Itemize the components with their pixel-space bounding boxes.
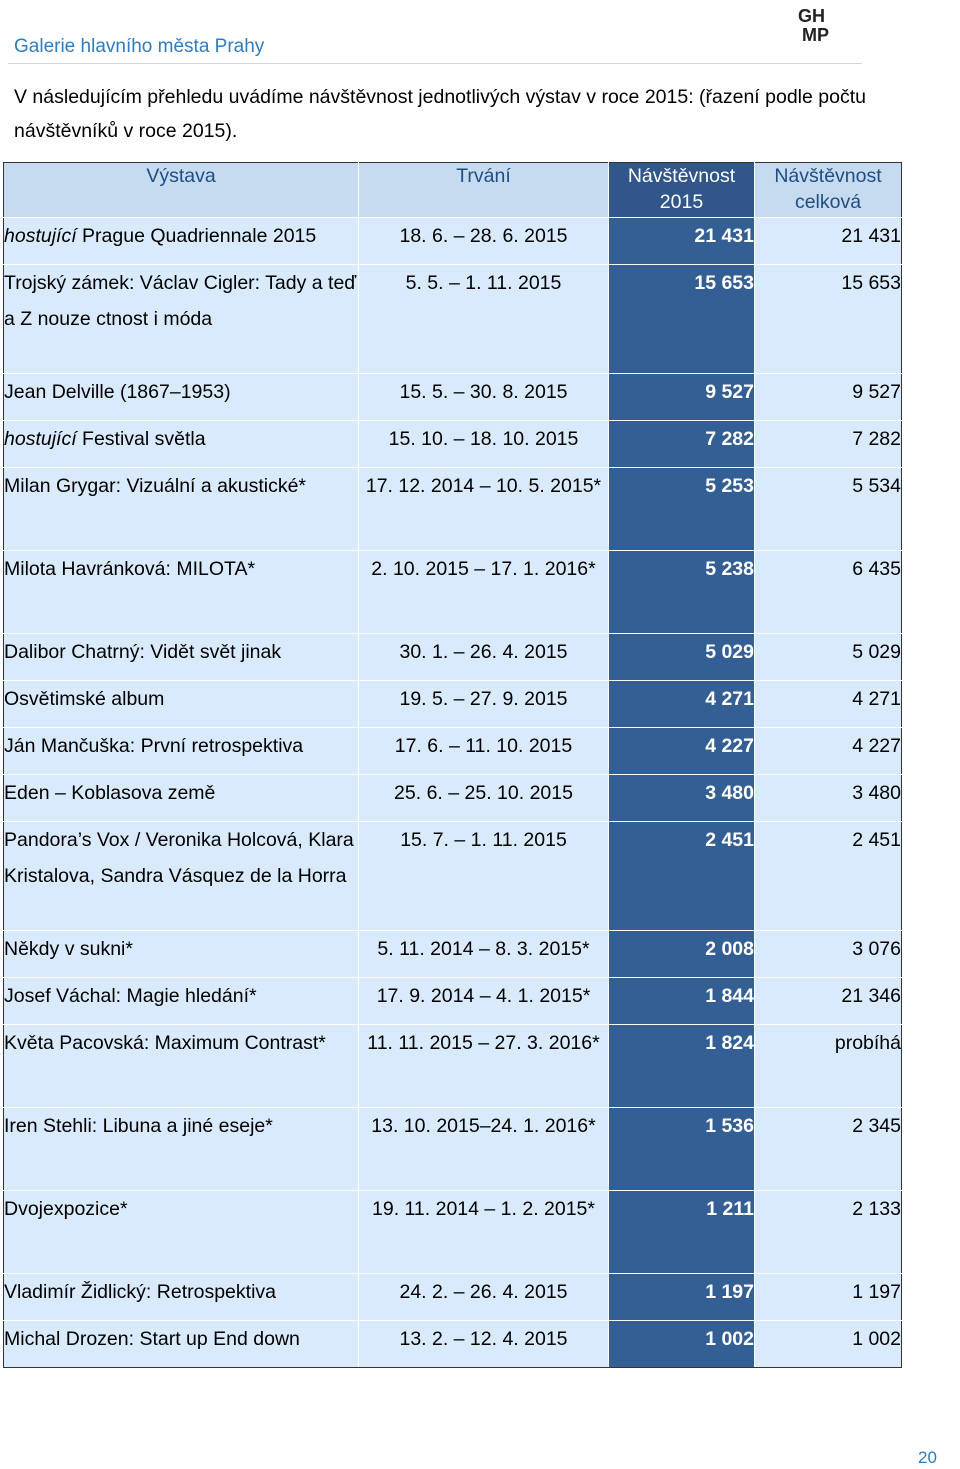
exhibition-name: Prague Quadriennale 2015 <box>82 225 317 247</box>
header-title: Galerie hlavního města Prahy <box>14 36 265 57</box>
exhibition-name: Dalibor Chatrný: Vidět svět jinak <box>4 641 282 663</box>
attendance-2015-cell: 3 480 <box>609 775 755 822</box>
duration-cell: 15. 5. – 30. 8. 2015 <box>359 374 609 421</box>
exhibition-cell <box>4 728 359 775</box>
exhibition-name: Eden – Koblasova země <box>4 782 216 804</box>
exhibition-cell <box>4 978 359 1025</box>
table-header-row <box>4 163 902 218</box>
table-row <box>4 1108 902 1191</box>
table-row <box>4 551 902 634</box>
host-prefix: hostující <box>4 428 77 450</box>
attendance-2015-cell: 1 211 <box>609 1191 755 1274</box>
exhibition-cell <box>4 1108 359 1191</box>
table-row <box>4 634 902 681</box>
attendance-total-cell: probíhá <box>755 1025 902 1108</box>
attendance-total-cell: 7 282 <box>755 421 902 468</box>
attendance-2015-cell: 5 238 <box>609 551 755 634</box>
duration-cell: 17. 6. – 11. 10. 2015 <box>359 728 609 775</box>
exhibition-cell <box>4 931 359 978</box>
host-prefix: hostující <box>4 225 77 247</box>
duration-cell: 19. 5. – 27. 9. 2015 <box>359 681 609 728</box>
intro-paragraph: V následujícím přehledu uvádíme návštěvnost jednotlivých výstav v roce 2015: (řazení podle počtu návštěvníků v roce 2015). <box>14 86 866 142</box>
exhibition-name: Dvojexpozice* <box>4 1198 128 1220</box>
column-header-exhibition: Výstava <box>4 163 359 218</box>
attendance-total-cell: 2 451 <box>755 822 902 931</box>
attendance-2015-cell: 4 271 <box>609 681 755 728</box>
exhibition-cell <box>4 681 359 728</box>
duration-cell: 25. 6. – 25. 10. 2015 <box>359 775 609 822</box>
column-header-attendance-2015: Návštěvnost 2015 <box>609 163 755 218</box>
table-row <box>4 681 902 728</box>
attendance-total-cell: 1 197 <box>755 1274 902 1321</box>
attendance-2015-cell: 4 227 <box>609 728 755 775</box>
attendance-2015-cell: 1 844 <box>609 978 755 1025</box>
exhibition-name: Festival světla <box>82 428 206 450</box>
attendance-2015-cell: 1 002 <box>609 1321 755 1368</box>
table-row <box>4 374 902 421</box>
attendance-2015-cell: 5 029 <box>609 634 755 681</box>
duration-cell: 19. 11. 2014 – 1. 2. 2015* <box>359 1191 609 1274</box>
exhibition-cell <box>4 634 359 681</box>
attendance-2015-cell: 15 653 <box>609 265 755 374</box>
exhibition-cell <box>4 1191 359 1274</box>
attendance-total-cell: 2 133 <box>755 1191 902 1274</box>
attendance-total-cell: 15 653 <box>755 265 902 374</box>
duration-cell: 17. 12. 2014 – 10. 5. 2015* <box>359 468 609 551</box>
duration-cell: 5. 11. 2014 – 8. 3. 2015* <box>359 931 609 978</box>
exhibition-name: Někdy v sukni* <box>4 938 133 960</box>
duration-cell: 2. 10. 2015 – 17. 1. 2016* <box>359 551 609 634</box>
attendance-total-cell: 3 076 <box>755 931 902 978</box>
exhibition-name: Pandora’s Vox / Veronika Holcová, Klara Kristalova, Sandra Vásquez de la Horra <box>4 829 354 887</box>
exhibition-cell <box>4 775 359 822</box>
attendance-2015-cell: 1 824 <box>609 1025 755 1108</box>
svg-text:GH: GH <box>798 6 825 26</box>
exhibition-name: Josef Váchal: Magie hledání* <box>4 985 257 1007</box>
svg-text:MP: MP <box>802 25 829 44</box>
exhibition-name: Ján Mančuška: První retrospektiva <box>4 735 304 757</box>
attendance-2015-cell: 1 536 <box>609 1108 755 1191</box>
attendance-total-cell: 21 431 <box>755 218 902 265</box>
table-row <box>4 218 902 265</box>
attendance-total-cell: 4 227 <box>755 728 902 775</box>
exhibition-cell <box>4 1321 359 1368</box>
exhibition-name: Květa Pacovská: Maximum Contrast* <box>4 1032 326 1054</box>
attendance-total-cell: 6 435 <box>755 551 902 634</box>
duration-cell: 15. 10. – 18. 10. 2015 <box>359 421 609 468</box>
attendance-total-cell: 5 534 <box>755 468 902 551</box>
table-row <box>4 1321 902 1368</box>
exhibition-cell <box>4 421 359 468</box>
exhibition-name: Vladimír Židlický: Retrospektiva <box>4 1281 276 1303</box>
table-row <box>4 728 902 775</box>
exhibition-name: Iren Stehli: Libuna a jiné eseje* <box>4 1115 273 1137</box>
table-row <box>4 1191 902 1274</box>
attendance-2015-cell: 9 527 <box>609 374 755 421</box>
column-header-attendance-total: Návštěvnost celková <box>755 163 902 218</box>
table-row <box>4 978 902 1025</box>
attendance-total-cell: 9 527 <box>755 374 902 421</box>
table-body <box>4 218 902 1368</box>
attendance-total-cell: 4 271 <box>755 681 902 728</box>
duration-cell: 30. 1. – 26. 4. 2015 <box>359 634 609 681</box>
duration-cell: 13. 2. – 12. 4. 2015 <box>359 1321 609 1368</box>
attendance-2015-cell: 2 451 <box>609 822 755 931</box>
exhibition-cell <box>4 1025 359 1108</box>
header-divider <box>8 63 862 64</box>
exhibition-name: Trojský zámek: Václav Cigler: Tady a teď a Z nouze ctnost i móda <box>4 272 357 330</box>
attendance-total-cell: 1 002 <box>755 1321 902 1368</box>
duration-cell: 24. 2. – 26. 4. 2015 <box>359 1274 609 1321</box>
exhibition-cell <box>4 468 359 551</box>
table-row <box>4 775 902 822</box>
duration-cell: 11. 11. 2015 – 27. 3. 2016* <box>359 1025 609 1108</box>
page-number: 20 <box>918 1448 937 1467</box>
exhibition-name: Milan Grygar: Vizuální a akustické* <box>4 475 307 497</box>
attendance-total-cell: 5 029 <box>755 634 902 681</box>
duration-cell: 17. 9. 2014 – 4. 1. 2015* <box>359 978 609 1025</box>
attendance-total-cell: 2 345 <box>755 1108 902 1191</box>
exhibition-cell <box>4 374 359 421</box>
exhibition-name: Jean Delville (1867–1953) <box>4 381 231 403</box>
attendance-2015-cell: 21 431 <box>609 218 755 265</box>
attendance-total-cell: 3 480 <box>755 775 902 822</box>
attendance-2015-cell: 5 253 <box>609 468 755 551</box>
ghmp-logo <box>796 4 836 44</box>
table-row <box>4 1025 902 1108</box>
table-row <box>4 822 902 931</box>
exhibition-cell <box>4 265 359 374</box>
duration-cell: 13. 10. 2015–24. 1. 2016* <box>359 1108 609 1191</box>
attendance-total-cell: 21 346 <box>755 978 902 1025</box>
exhibition-name: Milota Havránková: MILOTA* <box>4 558 256 580</box>
attendance-2015-cell: 1 197 <box>609 1274 755 1321</box>
table-row <box>4 265 902 374</box>
attendance-table <box>3 162 902 1368</box>
exhibition-cell <box>4 1274 359 1321</box>
duration-cell: 15. 7. – 1. 11. 2015 <box>359 822 609 931</box>
exhibition-cell <box>4 218 359 265</box>
duration-cell: 18. 6. – 28. 6. 2015 <box>359 218 609 265</box>
table-row <box>4 1274 902 1321</box>
table-row <box>4 421 902 468</box>
exhibition-name: Michal Drozen: Start up End down <box>4 1328 300 1350</box>
table-row <box>4 468 902 551</box>
attendance-2015-cell: 2 008 <box>609 931 755 978</box>
exhibition-cell <box>4 822 359 931</box>
column-header-duration: Trvání <box>359 163 609 218</box>
exhibition-cell <box>4 551 359 634</box>
exhibition-name: Osvětimské album <box>4 688 165 710</box>
table-row <box>4 931 902 978</box>
duration-cell: 5. 5. – 1. 11. 2015 <box>359 265 609 374</box>
attendance-2015-cell: 7 282 <box>609 421 755 468</box>
